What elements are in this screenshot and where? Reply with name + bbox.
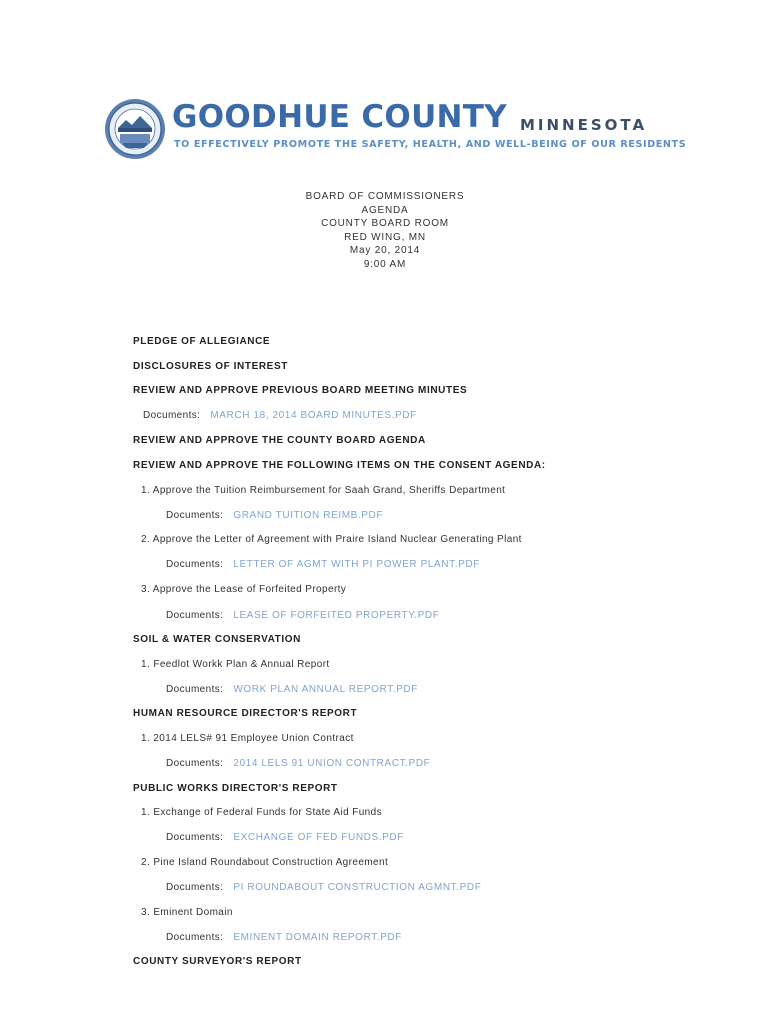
agenda-item: 3. Eminent Domain: [141, 907, 233, 918]
section-heading: REVIEW AND APPROVE THE COUNTY BOARD AGENDA: [133, 435, 426, 446]
section-heading: REVIEW AND APPROVE THE FOLLOWING ITEMS ON THE CONSENT AGENDA:: [133, 460, 546, 471]
document-row: [166, 559, 480, 570]
title-line: BOARD OF COMMISSIONERS: [305, 191, 465, 202]
section-heading: REVIEW AND APPROVE PREVIOUS BOARD MEETING MINUTES: [133, 385, 468, 396]
section-heading: PUBLIC WORKS DIRECTOR'S REPORT: [133, 783, 338, 794]
documents-label: Documents:: [143, 410, 201, 421]
title-line: COUNTY BOARD ROOM: [321, 218, 449, 229]
documents-label: Documents:: [166, 559, 224, 570]
agenda-item: 3. Approve the Lease of Forfeited Property: [141, 584, 347, 595]
section-heading: PLEDGE OF ALLEGIANCE: [133, 336, 271, 347]
section-heading: DISCLOSURES OF INTEREST: [133, 361, 288, 372]
documents-label: Documents:: [166, 932, 224, 943]
section-heading: COUNTY SURVEYOR'S REPORT: [133, 956, 302, 967]
section-heading: HUMAN RESOURCE DIRECTOR'S REPORT: [133, 708, 358, 719]
document-link[interactable]: MARCH 18, 2014 BOARD MINUTES.PDF: [210, 410, 417, 421]
document-row: [166, 882, 481, 893]
document-row: [166, 510, 383, 521]
documents-label: Documents:: [166, 610, 224, 621]
county-name: GOODHUE COUNTY: [172, 99, 507, 135]
title-line: RED WING, MN: [344, 231, 426, 243]
document-row: [166, 832, 404, 843]
agenda-item: 1. Exchange of Federal Funds for State Aid Funds: [141, 807, 382, 818]
title-line: 9:00 AM: [363, 258, 407, 270]
agenda-item: 2. Approve the Letter of Agreement with Praire Island Nuclear Generating Plant: [141, 534, 522, 545]
tagline: TO EFFECTIVELY PROMOTE THE SAFETY, HEALTH, AND WELL-BEING OF OUR RESIDENTS: [174, 139, 687, 150]
section-heading: SOIL & WATER CONSERVATION: [133, 634, 301, 645]
state-name: MINNESOTA: [520, 116, 648, 134]
document-link[interactable]: EMINENT DOMAIN REPORT.PDF: [233, 932, 402, 943]
agenda-title-block: [0, 190, 770, 271]
title-line: AGENDA: [361, 204, 409, 216]
agenda-item: 2. Pine Island Roundabout Construction Agreement: [141, 857, 389, 868]
document-link[interactable]: EXCHANGE OF FED FUNDS.PDF: [233, 832, 404, 843]
documents-label: Documents:: [166, 832, 224, 843]
page-header: [104, 98, 687, 160]
document-row: [166, 932, 402, 943]
documents-label: Documents:: [166, 882, 224, 893]
agenda-item: 1. Feedlot Workk Plan & Annual Report: [141, 659, 330, 670]
document-link[interactable]: PI ROUNDABOUT CONSTRUCTION AGMNT.PDF: [233, 882, 482, 893]
documents-label: Documents:: [166, 758, 224, 769]
document-link[interactable]: LETTER OF AGMT WITH PI POWER PLANT.PDF: [233, 559, 480, 570]
agenda-item: 1. 2014 LELS# 91 Employee Union Contract: [141, 733, 354, 744]
documents-label: Documents:: [166, 510, 224, 521]
document-link[interactable]: 2014 LELS 91 UNION CONTRACT.PDF: [233, 758, 431, 769]
county-seal-icon: [104, 98, 166, 160]
document-row: [166, 758, 430, 769]
agenda-item: 1. Approve the Tuition Reimbursement for Saah Grand, Sheriffs Department: [141, 485, 506, 496]
title-line: May 20, 2014: [349, 245, 421, 256]
document-row: [143, 410, 417, 421]
document-link[interactable]: GRAND TUITION REIMB.PDF: [233, 510, 384, 521]
documents-label: Documents:: [166, 684, 224, 695]
document-row: [166, 610, 439, 621]
document-link[interactable]: WORK PLAN ANNUAL REPORT.PDF: [233, 684, 418, 695]
document-row: [166, 684, 418, 695]
document-link[interactable]: LEASE OF FORFEITED PROPERTY.PDF: [233, 610, 440, 621]
